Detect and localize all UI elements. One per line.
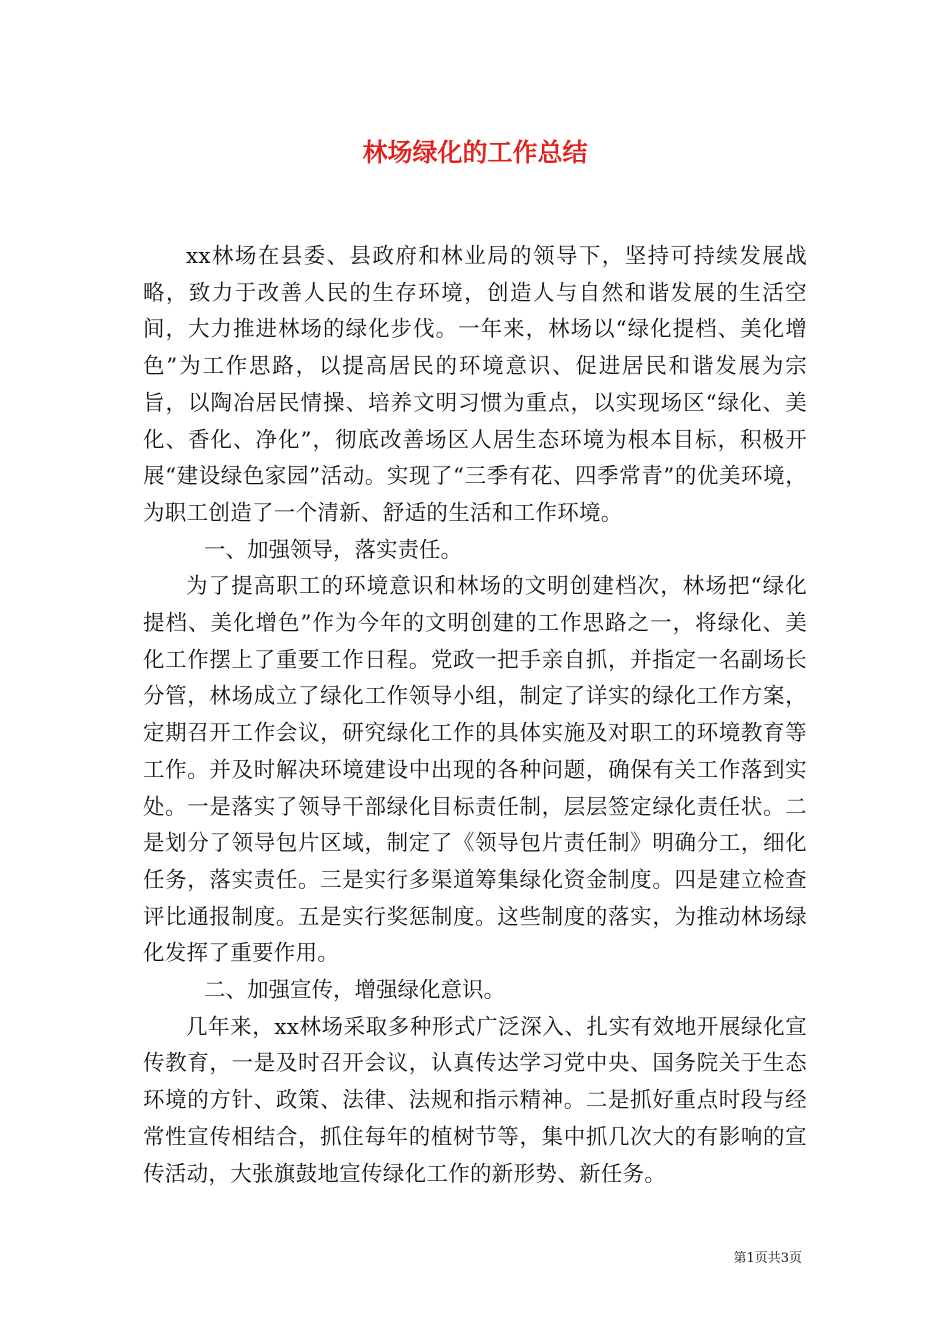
paragraph-section-1: 为了提高职工的环境意识和林场的文明创建档次，林场把“绿化提档、美化增色”作为今年的文明创建的工作思路之一，将绿化、美化工作摆上了重要工作日程。党政一把手亲自抓，并指定一名副场长分管，林场成立了绿化工作领导小组，制定了详实的绿化工作方案，定期召开工作会议，研究绿化工作的具体实施及对职工的环境教育等工作。并及时解决环境建设中出现的各种问题，确保有关工作落到实处。一是落实了领导干部绿化目标责任制，层层签定绿化责任状。二是划分了领导包片区域，制定了《领导包片责任制》明确分工，细化任务，落实责任。三是实行多渠道筹集绿化资金制度。四是建立检查评比通报制度。五是实行奖惩制度。这些制度的落实，为推动林场绿化发挥了重要作用。 (143, 574, 807, 967)
section-heading-1: 一、加强领导，落实责任。 (204, 537, 463, 563)
section-heading-2: 二、加强宣传，增强绿化意识。 (204, 978, 506, 1004)
page-number-footer: 第1页共3页 (733, 1251, 802, 1266)
paragraph-intro: xx林场在县委、县政府和林业局的领导下，坚持可持续发展战略，致力于改善人民的生存环境，创造人与自然和谐发展的生活空间，大力推进林场的绿化步伐。一年来，林场以“绿化提档、美化增色”为工作思路，以提高居民的环境意识、促进居民和谐发展为宗旨，以陶冶居民情操、培养文明习惯为重点，以实现场区“绿化、美化、香化、净化”，彻底改善场区人居生态环境为根本目标，积极开展“建设绿色家园”活动。实现了“三季有花、四季常青”的优美环境，为职工创造了一个清新、舒适的生活和工作环境。 (143, 244, 807, 526)
paragraph-section-2: 几年来，xx林场采取多种形式广泛深入、扎实有效地开展绿化宣传教育，一是及时召开会议，认真传达学习党中央、国务院关于生态环境的方针、政策、法律、法规和指示精神。二是抓好重点时段与经常性宣传相结合，抓住每年的植树节等，集中抓几次大的有影响的宣传活动，大张旗鼓地宣传绿化工作的新形势、新任务。 (143, 1014, 807, 1187)
document-body (143, 239, 807, 1193)
page-title: 林场绿化的工作总结 (362, 138, 588, 167)
